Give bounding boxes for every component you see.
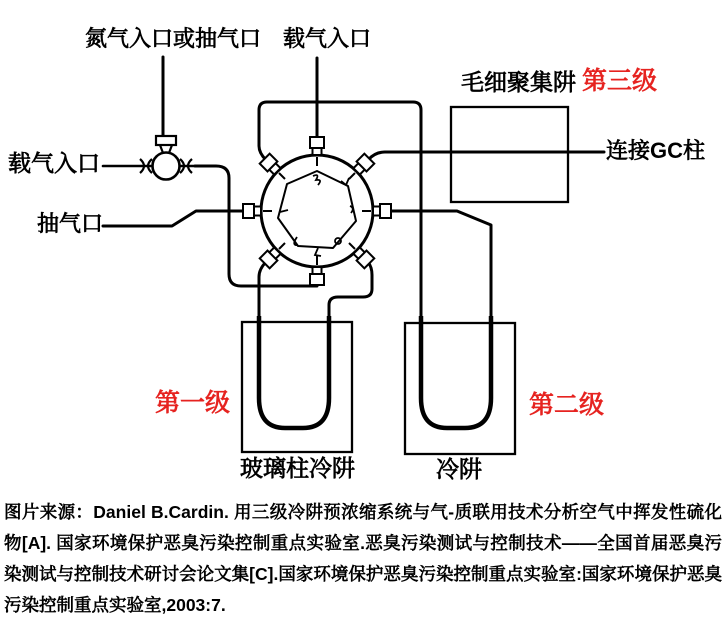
cold-traps: [242, 107, 568, 454]
nitrogen-inlet-label: 氮气入口或抽气口: [85, 26, 262, 51]
stage3-label: 第三级: [582, 67, 658, 95]
trap1-u-tube: [259, 316, 329, 428]
caption-text: 图片来源：Daniel B.Cardin. 用三级冷阱预浓缩系统与气-质联用技术分析空气中挥发性硫化物[A]. 国家环境保护恶臭污染控制重点实验室.恶臭污染测试与控制技术——全国首届恶臭污染测试与控制技术研讨会论文集[C].国家环境保护恶臭污染控制重点实验室:国家环境保护恶臭污染控制重点实验室,2003:7.: [4, 502, 722, 615]
stage2-label: 第二级: [529, 391, 605, 419]
stage1-label: 第一级: [155, 389, 231, 417]
trap2-u-tube: [421, 316, 491, 428]
gc-column-label: 连接GC柱: [606, 138, 706, 163]
glass-column-cold-trap-label: 玻璃柱冷阱: [240, 455, 355, 481]
rotary-valve: [243, 137, 391, 285]
carrier-gas-inlet-top-label: 载气入口: [283, 26, 372, 51]
carrier-gas-inlet-left-label: 载气入口: [8, 150, 100, 176]
cold-trap-label: 冷阱: [436, 456, 482, 482]
tee-valve: [140, 136, 192, 180]
capillary-trap-label: 毛细聚集阱: [461, 69, 576, 95]
pump-port-label: 抽气口: [37, 211, 104, 236]
image-source-caption: [4, 497, 722, 621]
trap3-box: [451, 107, 568, 202]
